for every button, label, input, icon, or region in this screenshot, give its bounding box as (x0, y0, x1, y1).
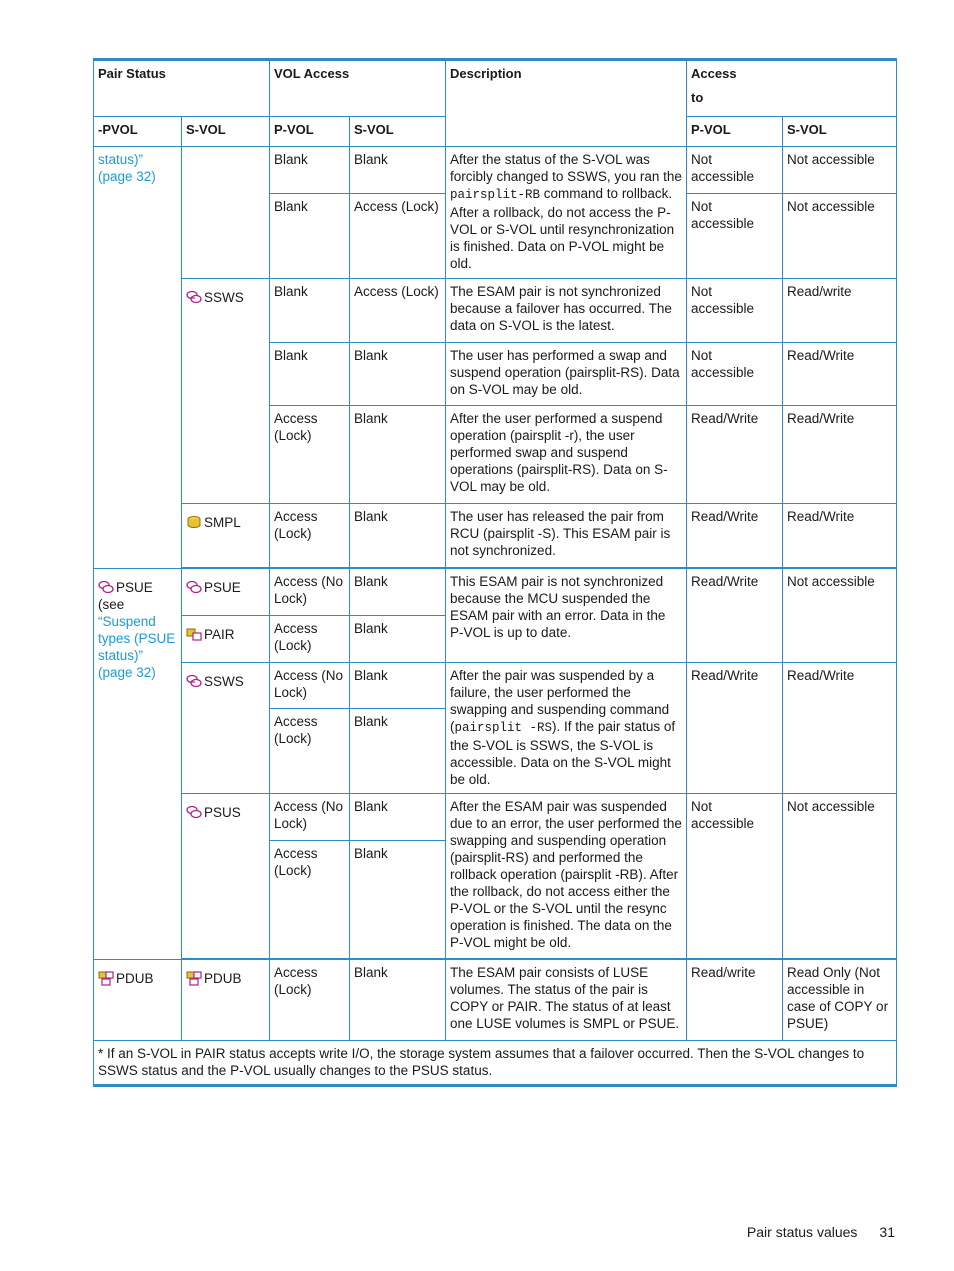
vol-pvol-cell: Access (Lock) (270, 616, 350, 663)
vol-svol-cell: Blank (350, 616, 446, 663)
header-access-to-line2: to (691, 90, 704, 105)
header-access-to (687, 60, 897, 117)
vol-pvol-cell: Access (Lock) (270, 709, 350, 794)
svol-psus-cell (182, 794, 270, 959)
access-svol-cell: Not accessible (783, 194, 897, 279)
smpl-label: SMPL (204, 515, 241, 530)
access-svol-cell: Read/Write (783, 663, 897, 794)
description-cell: After the ESAM pair was suspended due to an error, the user performed the swapping and suspending operation (pairsplit-RS) and performed the rollback operation (pairsplit -RB). After the rollback, do not access either the P-VOL or the S-VOL until the resync operation is finished. The data on the P-VOL might be old. (446, 794, 687, 959)
pair-duplex-icon (98, 971, 114, 986)
vol-svol-cell: Access (Lock) (350, 194, 446, 279)
table-row (94, 504, 897, 568)
access-pvol-cell: Read/write (687, 960, 783, 1041)
svol-smpl-cell (182, 504, 270, 568)
vol-svol-cell: Blank (350, 406, 446, 504)
vol-svol-cell: Access (Lock) (350, 279, 446, 343)
psue-label: PSUE (116, 580, 153, 595)
pdub-label: PDUB (204, 971, 242, 986)
vol-pvol-cell: Access (Lock) (270, 504, 350, 568)
vol-svol-cell: Blank (350, 147, 446, 194)
footer-section: Pair status values (746, 1224, 858, 1240)
access-pvol-cell: Read/Write (687, 569, 783, 663)
access-svol-cell: Read/Write (783, 343, 897, 406)
page-number: 31 (879, 1224, 895, 1240)
access-pvol-cell: Read/Write (687, 406, 783, 504)
header-description: Description (446, 60, 687, 147)
table-row (94, 960, 897, 1041)
vol-pvol-cell: Access (Lock) (270, 841, 350, 959)
description-cell: After the user performed a suspend operation (pairsplit -r), the user performed swap and suspend operations (pairsplit-RS). Data on S-VOL may be old. (446, 406, 687, 504)
group1-svol-empty (182, 147, 270, 279)
access-pvol-cell: Not accessible (687, 279, 783, 343)
description-cell: After the status of the S-VOL was forcibly changed to SSWS, you ran the pairsplit-RB command to rollback. After a rollback, do not access the P-VOL or S-VOL until resynchronization is finished. Data on P-VOL might be old. (446, 147, 687, 279)
header-pair-status: Pair Status (94, 60, 270, 117)
see-text: (see (98, 597, 125, 612)
vol-pvol-cell: Blank (270, 194, 350, 279)
table-row (94, 569, 897, 616)
header-access-to-line1: Access (691, 66, 737, 81)
table-row (94, 794, 897, 841)
pdub-label: PDUB (116, 971, 154, 986)
header-vol-svol: S-VOL (350, 117, 446, 147)
svol-ssws-cell (182, 279, 270, 504)
description-cell: The user has performed a swap and suspend operation (pairsplit-RS). Data on S-VOL may be old. (446, 343, 687, 406)
access-svol-cell: Read/Write (783, 504, 897, 568)
description-cell: The user has released the pair from RCU (pairsplit -S). This ESAM pair is not synchronized. (446, 504, 687, 568)
vol-svol-cell: Blank (350, 794, 446, 841)
group3-svol-cell (182, 960, 270, 1041)
pair-status-table (93, 58, 897, 1087)
ssws-label: SSWS (204, 290, 244, 305)
vol-pvol-cell: Blank (270, 147, 350, 194)
page-link[interactable]: status)” (page 32) (98, 152, 156, 184)
footnote: * If an S-VOL in PAIR status accepts write I/O, the storage system assumes that a failover occurred. Then the S-VOL changes to SSWS status and the P-VOL usually changes to the PSUS status. (94, 1041, 897, 1086)
description-cell: The ESAM pair consists of LUSE volumes. The status of the pair is COPY or PAIR. The status of at least one LUSE volumes is SMPL or PSUE. (446, 960, 687, 1041)
pair-icon (186, 627, 202, 642)
pair-suspend-icon (186, 805, 202, 820)
access-pvol-cell: Not accessible (687, 147, 783, 194)
command-code: pairsplit -RS (454, 721, 553, 735)
pair-duplex-icon (186, 971, 202, 986)
psus-label: PSUS (204, 805, 241, 820)
vol-svol-cell: Blank (350, 569, 446, 616)
access-pvol-cell: Read/Write (687, 663, 783, 794)
vol-svol-cell: Blank (350, 504, 446, 568)
simplex-icon (186, 515, 202, 530)
access-svol-cell: Read/Write (783, 406, 897, 504)
vol-svol-cell: Blank (350, 663, 446, 709)
header-acc-pvol: P-VOL (687, 117, 783, 147)
vol-svol-cell: Blank (350, 960, 446, 1041)
group2-pvol-cell (94, 569, 182, 960)
vol-pvol-cell: Access (No Lock) (270, 569, 350, 616)
access-pvol-cell: Not accessible (687, 343, 783, 406)
description-cell: This ESAM pair is not synchronized because the MCU suspended the ESAM pair with an error. Data in the P-VOL is up to date. (446, 569, 687, 663)
pair-label: PAIR (204, 627, 235, 642)
svol-pair-cell (182, 616, 270, 663)
table-row (94, 279, 897, 343)
table-row (94, 663, 897, 709)
access-pvol-cell: Read/Write (687, 504, 783, 568)
access-pvol-cell: Not accessible (687, 194, 783, 279)
access-svol-cell: Not accessible (783, 569, 897, 663)
group3-pvol-cell (94, 960, 182, 1041)
access-pvol-cell: Not accessible (687, 794, 783, 959)
access-svol-cell: Not accessible (783, 794, 897, 959)
access-svol-cell: Not accessible (783, 147, 897, 194)
pair-suspend-icon (186, 580, 202, 595)
vol-svol-cell: Blank (350, 709, 446, 794)
header-svol: S-VOL (182, 117, 270, 147)
svol-ssws-cell (182, 663, 270, 794)
vol-svol-cell: Blank (350, 841, 446, 959)
vol-svol-cell: Blank (350, 343, 446, 406)
pair-status-icon (186, 674, 202, 689)
header-acc-svol: S-VOL (783, 117, 897, 147)
header-vol-access: VOL Access (270, 60, 446, 117)
vol-pvol-cell: Blank (270, 343, 350, 406)
page-footer (747, 1224, 895, 1240)
command-code: pairsplit-RB (450, 188, 541, 202)
suspend-types-link[interactable]: “Suspend types (PSUE status)” (page 32) (98, 614, 176, 680)
vol-pvol-cell: Access (Lock) (270, 406, 350, 504)
psue-label: PSUE (204, 580, 241, 595)
header-vol-pvol: P-VOL (270, 117, 350, 147)
vol-pvol-cell: Blank (270, 279, 350, 343)
description-cell: After the pair was suspended by a failure, the user performed the swapping and suspending command (pairsplit -RS). If the pair status of the S-VOL is SSWS, the S-VOL is accessible. Data on the S-VOL might be old. (446, 663, 687, 794)
access-svol-cell: Read/write (783, 279, 897, 343)
ssws-label: SSWS (204, 674, 244, 689)
table-row (94, 147, 897, 194)
description-cell: The ESAM pair is not synchronized because a failover has occurred. The data on S-VOL is the latest. (446, 279, 687, 343)
vol-pvol-cell: Access (No Lock) (270, 794, 350, 841)
group1-pvol-cell (94, 147, 182, 569)
pair-suspend-icon (98, 580, 114, 595)
svol-psue-cell (182, 569, 270, 616)
vol-pvol-cell: Access (Lock) (270, 960, 350, 1041)
access-svol-cell: Read Only (Not accessible in case of COPY or PSUE) (783, 960, 897, 1041)
pair-status-icon (186, 290, 202, 305)
header-pvol: -PVOL (94, 117, 182, 147)
vol-pvol-cell: Access (No Lock) (270, 663, 350, 709)
